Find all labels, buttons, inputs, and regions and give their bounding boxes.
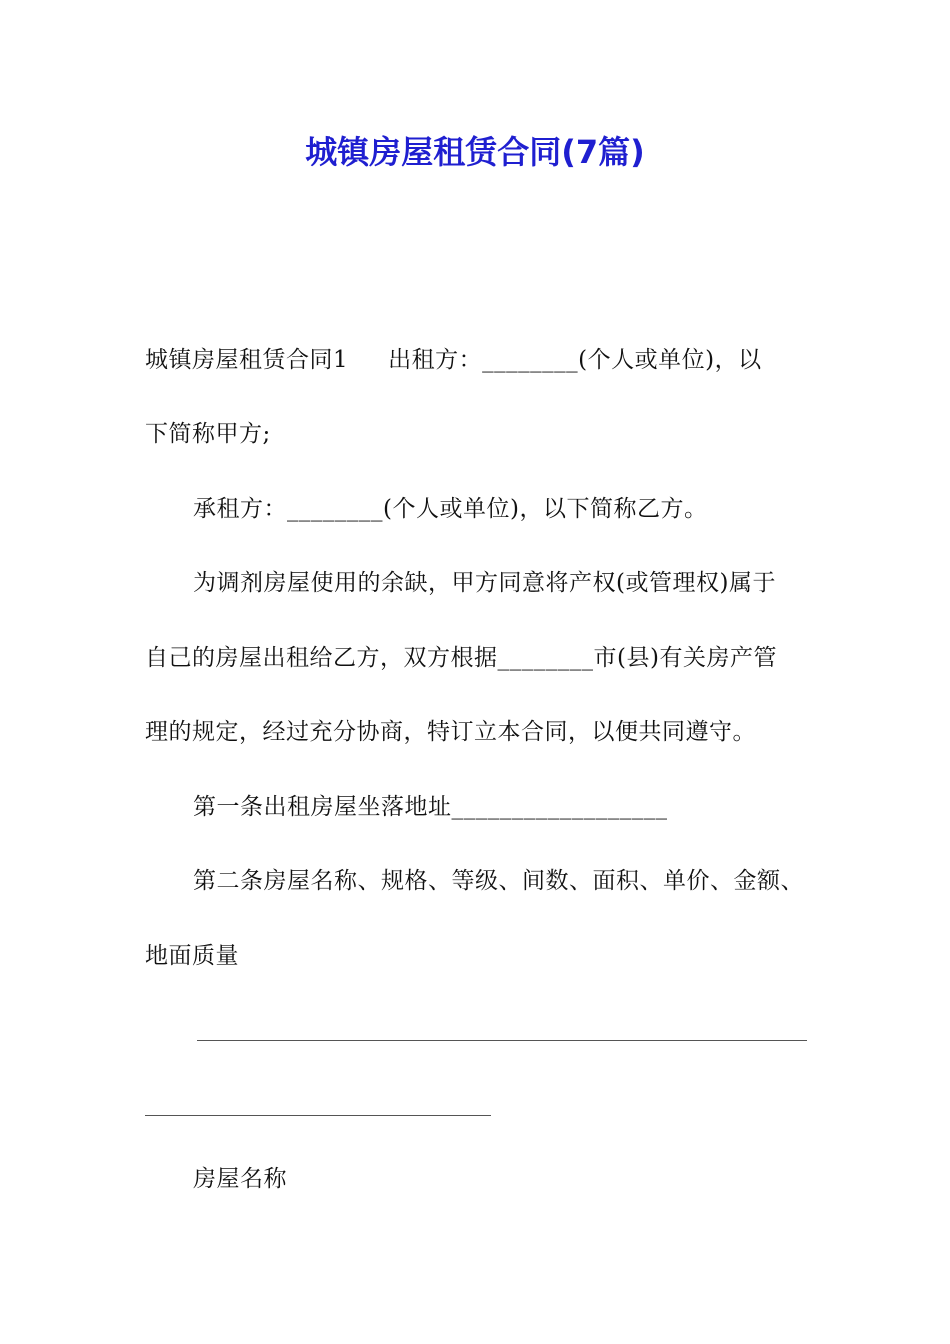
paragraph-line-7: 第一条出租房屋坐落地址__________________ <box>193 794 668 820</box>
blank-rule-short <box>145 1115 491 1116</box>
paragraph-line-8: 第二条房屋名称、规格、等级、间数、面积、单价、金额、 <box>193 868 804 894</box>
paragraph-line-1 <box>145 344 762 376</box>
paragraph-line-10: 房屋名称 <box>193 1166 287 1192</box>
paragraph-line-4: 为调剂房屋使用的余缺，甲方同意将产权(或管理权)属于 <box>193 570 776 596</box>
paragraph-line-3: 承租方：________(个人或单位)，以下简称乙方。 <box>193 496 708 522</box>
contract-heading: 城镇房屋租赁合同1 <box>145 347 349 373</box>
paragraph-line-9: 地面质量 <box>145 943 239 969</box>
document-title: 城镇房屋租赁合同(7篇) <box>305 133 645 171</box>
lessor-text: 出租方：________(个人或单位)，以 <box>388 347 762 373</box>
paragraph-line-6: 理的规定，经过充分协商，特订立本合同，以便共同遵守。 <box>145 719 756 745</box>
paragraph-line-2: 下简称甲方; <box>145 421 271 447</box>
blank-rule-long <box>197 1040 807 1041</box>
paragraph-line-5: 自己的房屋出租给乙方，双方根据________市(县)有关房产管 <box>145 645 777 671</box>
